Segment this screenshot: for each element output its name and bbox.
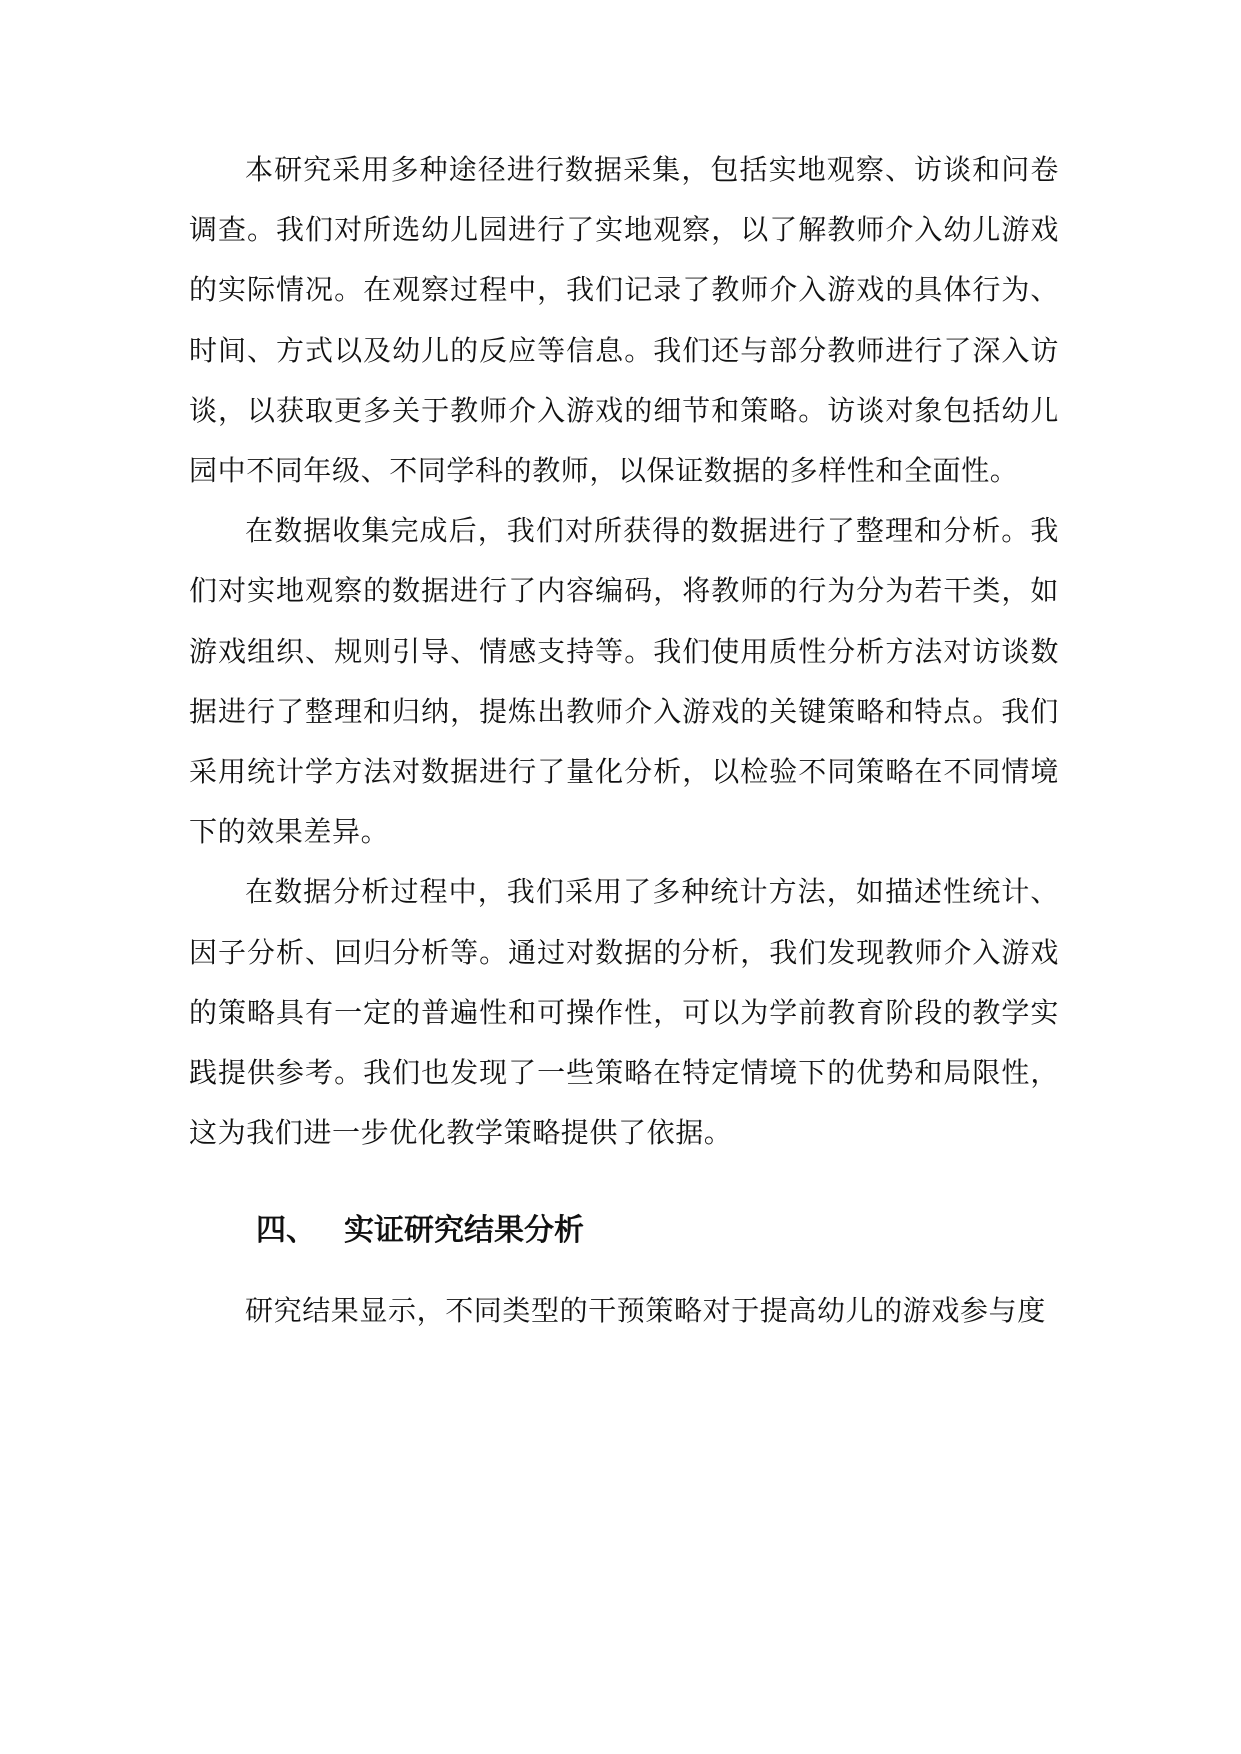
paragraph-data-collection: 本研究采用多种途径进行数据采集，包括实地观察、访谈和问卷调查。我们对所选幼儿园进行了实地观察，以了解教师介入幼儿游戏的实际情况。在观察过程中，我们记录了教师介入游戏的具体行为、时间、方式以及幼儿的反应等信息。我们还与部分教师进行了深入访谈，以获取更多关于教师介入游戏的细节和策略。访谈对象包括幼儿园中不同年级、不同学科的教师，以保证数据的多样性和全面性。: [189, 153, 1059, 488]
paragraph-statistical-methods: 在数据分析过程中，我们采用了多种统计方法，如描述性统计、因子分析、回归分析等。通过对数据的分析，我们发现教师介入游戏的策略具有一定的普遍性和可操作性，可以为学前教育阶段的教学实践提供参考。我们也发现了一些策略在特定情境下的优势和局限性，这为我们进一步优化教学策略提供了依据。: [189, 875, 1059, 1150]
section-heading: [189, 1209, 1059, 1253]
document-body: [189, 140, 1059, 1342]
section-number: 四、: [256, 1213, 316, 1249]
paragraph-data-analysis: 在数据收集完成后，我们对所获得的数据进行了整理和分析。我们对实地观察的数据进行了内容编码，将教师的行为分为若干类，如游戏组织、规则引导、情感支持等。我们使用质性分析方法对访谈数据进行了整理和归纳，提炼出教师介入游戏的关键策略和特点。我们采用统计学方法对数据进行了量化分析，以检验不同策略在不同情境下的效果差异。: [189, 514, 1059, 849]
paragraph-results: 研究结果显示，不同类型的干预策略对于提高幼儿的游戏参与度: [245, 1294, 1046, 1328]
section-title: 实证研究结果分析: [344, 1213, 584, 1249]
